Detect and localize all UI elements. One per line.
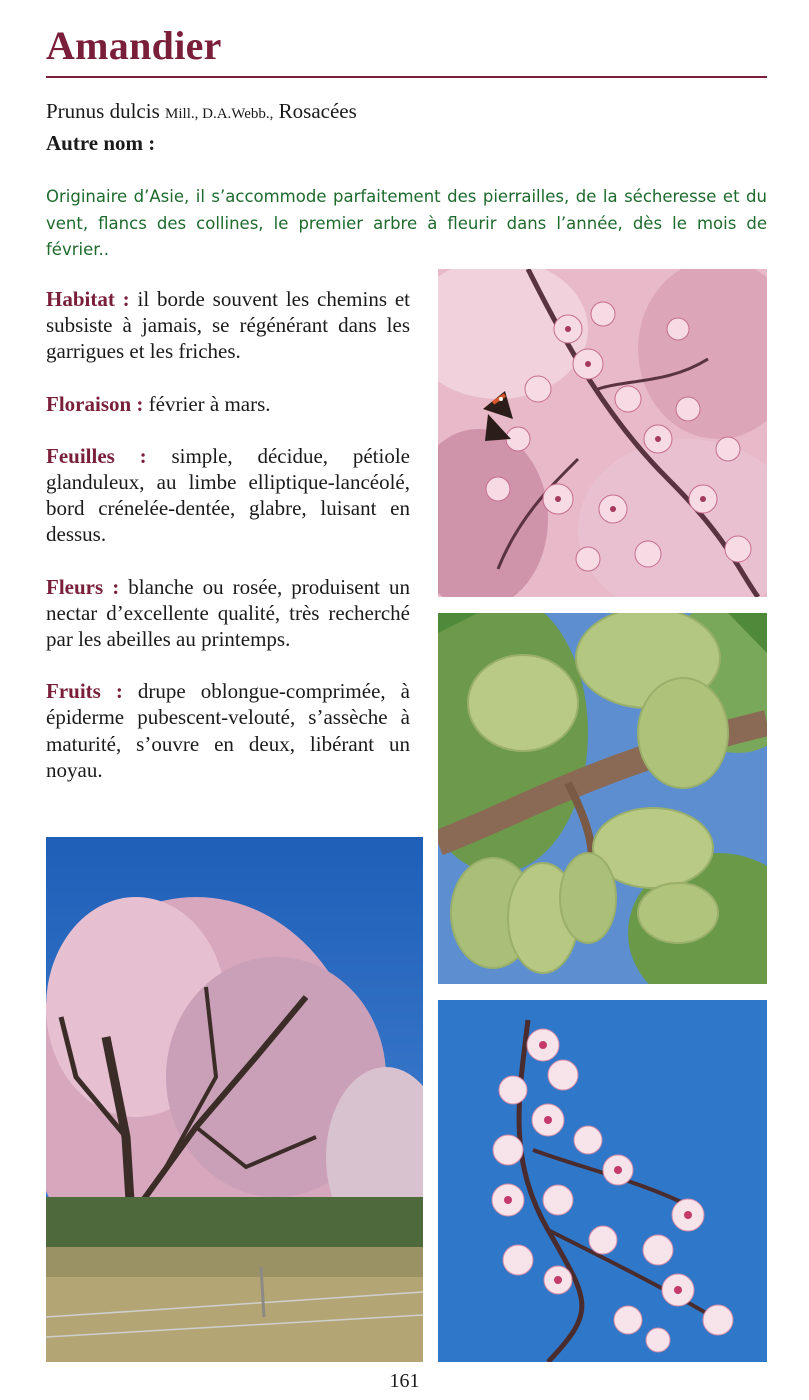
section-text: blanche ou rosée, produisent un nectar d’excellente qualité, très recherché par les abeilles au printemps.: [46, 574, 410, 652]
photo-green-almonds: [438, 613, 767, 984]
section-label: Floraison :: [46, 391, 144, 416]
section-label: Feuilles :: [46, 443, 147, 468]
section-label: Habitat :: [46, 287, 130, 311]
other-name-label: Autre nom :: [46, 131, 156, 155]
scientific-name: Prunus dulcis: [46, 99, 160, 123]
scientific-name-line: [46, 99, 357, 124]
section-fleurs: [46, 574, 410, 653]
title-divider: [46, 76, 767, 78]
section-feuilles: [46, 443, 410, 548]
photo-blossom-sky: [438, 1000, 767, 1362]
section-text: février à mars.: [148, 391, 271, 416]
photo-flowering-tree: [46, 837, 423, 1362]
section-habitat: [46, 286, 410, 365]
section-text: il borde souvent les chemins et subsiste à jamais, se régénérant dans les garrigues et les friches.: [46, 287, 410, 364]
section-text: simple, décidue, pétiole glanduleux, au limbe elliptique-lancéolé, bord crénelée-dentée, glabre, luisant en dessus.: [46, 443, 410, 547]
section-text: drupe oblongue-comprimée, à épiderme pubescent-velouté, s’assèche à maturité, s’ouvre en deux, libérant un noyau.: [46, 679, 410, 782]
section-floraison: [46, 391, 410, 417]
section-label: Fleurs :: [46, 574, 120, 599]
section-label: Fruits :: [46, 679, 123, 704]
scientific-authors: Mill., D.A.Webb.,: [165, 106, 274, 122]
photo-blossom-butterfly: [438, 269, 767, 597]
intro-paragraph: Originaire d’Asie, il s’accommode parfaitement des pierrailles, de la sécheresse et du vent, flancs des collines, le premier arbre à fleurir dans l’année, dès le mois de février..: [46, 187, 767, 259]
page-title: Amandier: [46, 23, 222, 68]
description-column: [46, 286, 410, 809]
page-number: 161: [389, 1370, 420, 1392]
plant-family: Rosacées: [278, 99, 357, 123]
section-fruits: [46, 678, 410, 783]
